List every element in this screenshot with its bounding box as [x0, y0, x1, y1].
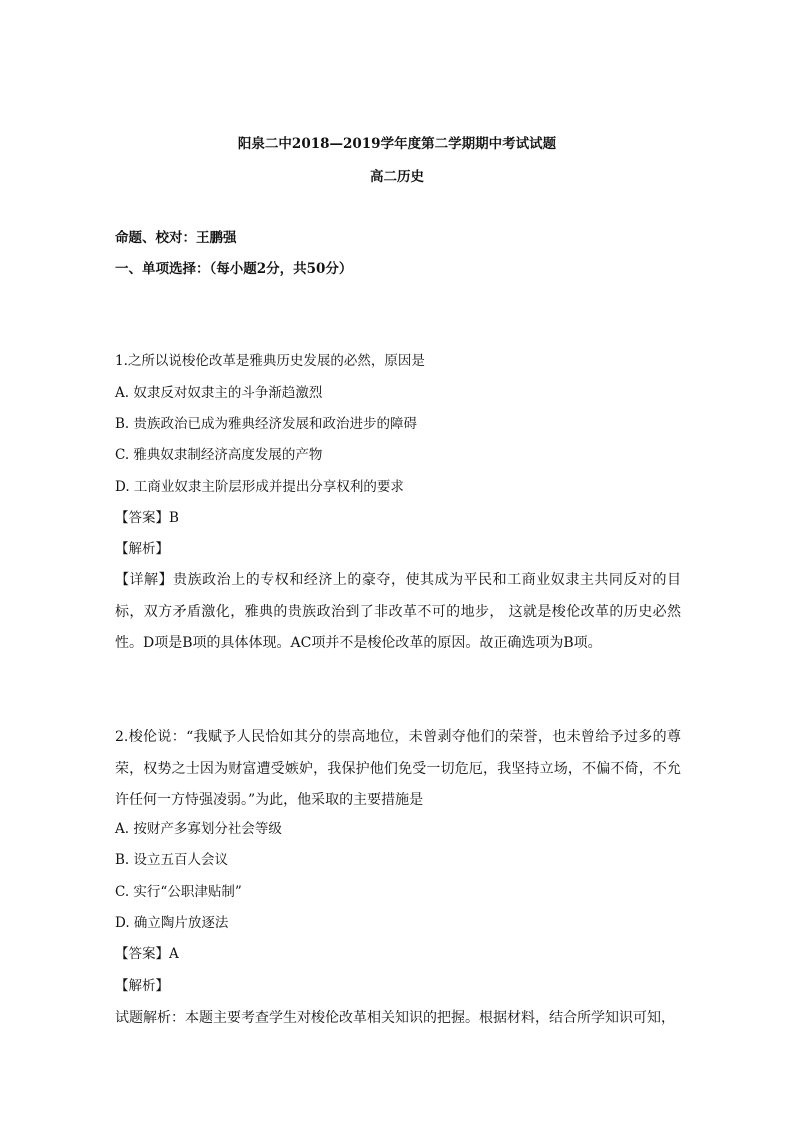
question-1-stem: 1.之所以说梭伦改革是雅典历史发展的必然，原因是: [115, 353, 425, 369]
document-title: 阳泉二中2018—2019学年度第二学期期中考试试题: [237, 136, 557, 152]
question-1-option-b: B. 贵族政治已成为雅典经济发展和政治进步的障碍: [115, 416, 418, 432]
question-2-analysis-text: 试题解析：本题主要考查学生对梭伦改革相关知识的把握。根据材料，结合所学知识可知，: [115, 1010, 675, 1026]
question-1-detail: 【详解】贵族政治上的专权和经济上的豪夺，使其成为平民和工商业奴隶主共同反对的目标，双方矛盾激化，雅典的贵族政治到了非改革不可的地步， 这就是梭伦改革的历史必然性。D项是B项的具体体现。AC项并不是梭伦改革的原因。故正确选项为B项。: [115, 572, 681, 651]
document-subtitle: 高二历史: [370, 169, 424, 185]
question-2-option-b: B. 设立五百人会议: [115, 852, 229, 868]
question-1-option-a: A. 奴隶反对奴隶主的斗争渐趋激烈: [115, 385, 323, 401]
section-heading: 一、单项选择：（每小题2分，共50分）: [115, 261, 353, 277]
question-1-answer: 【答案】B: [115, 510, 179, 526]
question-1-option-d: D. 工商业奴隶主阶层形成并提出分享权利的要求: [115, 479, 404, 495]
author-line: 命题、校对：王鹏强: [115, 230, 237, 246]
question-2-option-d: D. 确立陶片放逐法: [115, 915, 229, 931]
question-2-option-c: C. 实行“公职津贴制”: [115, 884, 242, 900]
question-2-answer: 【答案】A: [115, 946, 179, 962]
question-1-analysis-label: 【解析】: [115, 541, 169, 557]
question-1-option-c: C. 雅典奴隶制经济高度发展的产物: [115, 447, 323, 463]
question-2-option-a: A. 按财产多寡划分社会等级: [115, 821, 282, 837]
question-2-analysis-label: 【解析】: [115, 978, 169, 994]
question-2-stem: 2.梭伦说：“我赋予人民恰如其分的崇高地位，未曾剥夺他们的荣誉，也未曾给予过多的尊荣，权势之士因为财富遭受嫉妒，我保护他们免受一切危厄，我坚持立场，不偏不倚，不允许任何一方恃强凌弱。”为此，他采取的主要措施是: [115, 729, 681, 808]
